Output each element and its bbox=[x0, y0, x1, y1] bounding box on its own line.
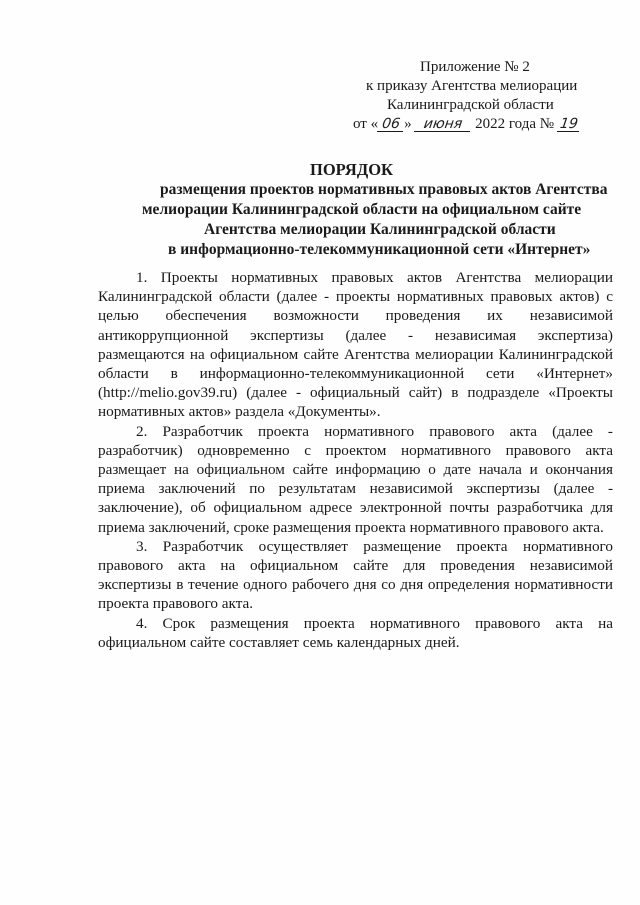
appendix-number: Приложение № 2 bbox=[420, 59, 530, 75]
date-prefix: от « bbox=[353, 116, 379, 132]
document-title bbox=[120, 160, 608, 260]
title-subtitle-line: в информационно-телекоммуникационной сети «Интернет» bbox=[168, 241, 591, 258]
paragraph-3: 3. Разработчик осуществляет размещение проекта нормативного правового акта на официальном сайте для проведения независимой экспертизы в течение одного рабочего дня со дня определения нормативности проекта правового акта. bbox=[98, 537, 613, 613]
appendix-date-line bbox=[300, 115, 620, 134]
paragraph-2: 2. Разработчик проекта нормативного правового акта (далее - разработчик) одновременно с проектом нормативного правового акта размещает на официальном сайте информацию о дате начала и окончания приема заключений по результатам независимой экспертизы (далее - заключение), об официальном адресе электронной почты разработчика для приема заключений, сроке размещения проекта нормативного правового акта. bbox=[98, 422, 613, 536]
appendix-header bbox=[300, 58, 620, 134]
paragraph-4: 4. Срок размещения проекта нормативного правового акта на официальном сайте составляет семь календарных дней. bbox=[98, 614, 613, 651]
appendix-order-ref: к приказу Агентства мелиорации bbox=[366, 78, 578, 94]
handwritten-order-number: 19 bbox=[558, 116, 579, 132]
date-year: 2022 года № bbox=[475, 116, 555, 132]
document-body bbox=[98, 268, 613, 652]
handwritten-day: 06 bbox=[377, 117, 405, 132]
appendix-region: Калининградской области bbox=[387, 97, 554, 113]
title-subtitle-line: мелиорации Калининградской области на официальном сайте bbox=[142, 201, 582, 218]
title-subtitle-line: размещения проектов нормативных правовых актов Агентства bbox=[160, 181, 608, 198]
title-heading: ПОРЯДОК bbox=[310, 160, 393, 179]
paragraph-1: 1. Проекты нормативных правовых актов Агентства мелиорации Калининградской области (далее - проекты нормативных правовых актов) с целью обеспечения возможности проведения их независимой антикоррупционной экспертизы (далее - независимая экспертиза) размещаются на официальном сайте Агентства мелиорации Калининградской области в информационно-телекоммуникационной сети «Интернет» (http://melio.gov39.ru) (далее - официальный сайт) в подразделе «Проекты нормативных актов» раздела «Документы». bbox=[98, 269, 613, 421]
date-mid: » bbox=[404, 116, 412, 132]
handwritten-month: июня bbox=[414, 117, 472, 132]
title-subtitle-line: Агентства мелиорации Калининградской области bbox=[204, 221, 556, 238]
